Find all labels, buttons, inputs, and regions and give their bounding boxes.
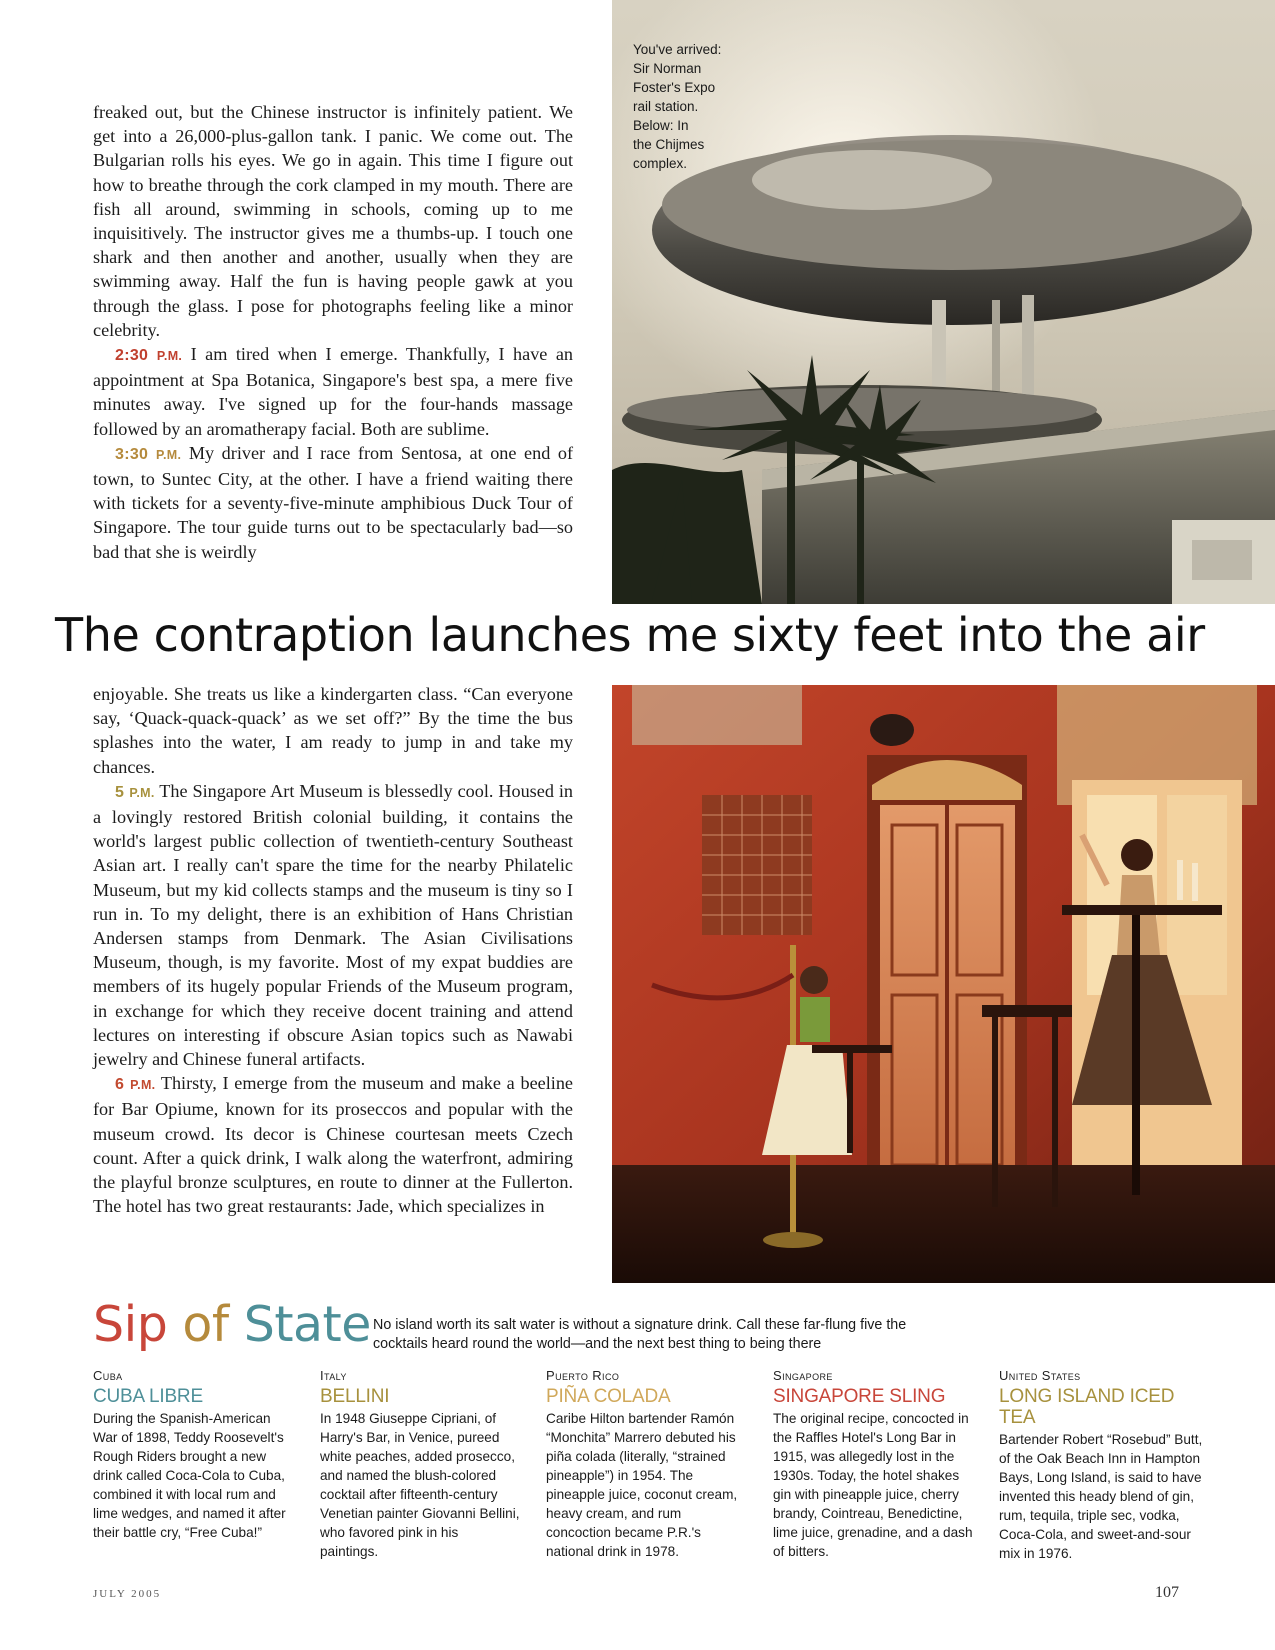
article-text-bottom [93, 682, 573, 1218]
sidebar-intro: No island worth its salt water is without a signature drink. Call these far-flung five the cocktails heard round the world—and the next best thing to being there [373, 1317, 907, 1352]
photo-chijmes-complex [612, 685, 1275, 1283]
article-paragraph: 3:30 P.M. My driver and I race from Sentosa, at one end of town, to Suntec City, at the other. I have a friend waiting there with tickets for a seventy-five-minute amphibious Duck Tour of Singapore. The tour guide turns out to be spectacularly bad—so bad that she is weirdly [93, 442, 573, 562]
time-marker: 2:30 P.M. [115, 347, 183, 365]
sidebar-title: Sip of State [93, 1296, 371, 1353]
article-text-top [93, 100, 573, 564]
article-paragraph: freaked out, but the Chinese instructor is infinitely patient. We get into a 26,000-plus-gallon tank. I panic. We come out. The Bulgarian rolls his eyes. We go in again. This time I figure out how to breathe through the cork clamped in my mouth. There are fish all around, swimming in schools, coming up to me inquisitively. The instructor gives me a thumbs-up. I touch one shark and then another and another, usually when they are swimming away. Half the fun is having people gawk at you through the glass. I pose for photographs feeling like a minor celebrity. [93, 102, 573, 340]
drink-country: Italy [320, 1368, 347, 1383]
article-paragraph: 5 P.M. The Singapore Art Museum is blessedly cool. Housed in a lovingly restored British colonial building, it contains the world's largest public collection of twentieth-century Southeast Asian art. I really can't spare the time for the nearby Philatelic Museum, but my kid collects stamps and the museum is tiny so I run in. To my delight, there is an exhibition of Hans Christian Andersen stamps from Denmark. The Asian Civilisations Museum, though, is my favorite. Most of my expat buddies are members of its hugely popular Friends of the Museum program, in exchange for which they receive docent training and attend lectures on interesting if obscure Asian topics such as Nawabi jewelry and Chinese funeral artifacts. [93, 780, 574, 1070]
drink-country: Singapore [773, 1368, 833, 1383]
drink-entry [93, 1368, 293, 1542]
drink-description: Caribe Hilton bartender Ramón “Monchita” Marrero debuted his piña colada (literally, “strained pineapple”) in 1954. The pineapple juice, coconut cream, heavy cream, and rum concoction became P.R.'s national drink in 1978. [546, 1411, 738, 1559]
time-marker: 6 P.M. [115, 1076, 156, 1094]
drink-description: Bartender Robert “Rosebud” Butt, of the Oak Beach Inn in Hampton Bays, Long Island, is said to have invented this heady blend of gin, rum, tequila, triple sec, vodka, Coca-Cola, and sweet-and-sour mix in 1976. [999, 1432, 1203, 1561]
drink-name: BELLINI [320, 1386, 390, 1407]
drink-entry [999, 1368, 1209, 1563]
time-marker: 3:30 P.M. [115, 445, 182, 463]
page-number: 107 [1155, 1584, 1179, 1601]
drink-name: SINGAPORE SLING [773, 1386, 946, 1407]
article-paragraph: 2:30 P.M. I am tired when I emerge. Thankfully, I have an appointment at Spa Botanica, Singapore's best spa, a mere five minutes away. I've signed up for the four-hands massage followed by an aromatherapy facial. Both are sublime. [93, 344, 573, 439]
drink-country: Cuba [93, 1368, 123, 1383]
article-paragraph: 6 P.M. Thirsty, I emerge from the museum and make a beeline for Bar Opiume, known for its proseccos and popular with the museum crowd. Its decor is Chinese courtesan meets Czech count. After a quick drink, I walk along the waterfront, admiring the playful bronze sculptures, en route to dinner at the Fullerton. The hotel has two great restaurants: Jade, which specializes in [93, 1073, 574, 1217]
pull-quote: The contraption launches me sixty feet into the air [55, 608, 1205, 662]
drink-country: United States [999, 1368, 1081, 1383]
drink-name: CUBA LIBRE [93, 1386, 203, 1407]
drink-entry [546, 1368, 746, 1561]
article-paragraph: enjoyable. She treats us like a kindergarten class. “Can everyone say, ‘Quack-quack-quack’ as we set off?” By the time the bus splashes into the water, I am ready to jump in and take my chances. [93, 684, 573, 777]
drink-entry [773, 1368, 973, 1561]
drink-description: During the Spanish-American War of 1898, Teddy Roosevelt's Rough Riders brought a new drink called Coca-Cola to Cuba, combined it with local rum and lime wedges, and named it after their battle cry, “Free Cuba!” [93, 1411, 286, 1540]
drink-entry [320, 1368, 520, 1561]
issue-date: JULY 2005 [93, 1588, 162, 1600]
drink-description: The original recipe, concocted in the Raffles Hotel's Long Bar in 1915, was allegedly lost in the 1930s. Today, the hotel shakes gin with pineapple juice, cherry brandy, Cointreau, Benedictine, lime juice, grenadine, and a dash of bitters. [773, 1411, 973, 1559]
drink-name: PIÑA COLADA [546, 1386, 671, 1407]
drink-name: LONG ISLAND ICED TEA [999, 1386, 1175, 1428]
time-marker: 5 P.M. [115, 783, 155, 801]
drink-country: Puerto Rico [546, 1368, 620, 1383]
drink-description: In 1948 Giuseppe Cipriani, of Harry's Bar, in Venice, pureed white peaches, added prosecco, and named the blush-colored cocktail after fifteenth-century Venetian painter Giovanni Bellini, who favored pink in his paintings. [320, 1411, 520, 1559]
photo-caption: You've arrived: Sir Norman Foster's Expo rail station. Below: In the Chijmes complex. [633, 42, 722, 171]
